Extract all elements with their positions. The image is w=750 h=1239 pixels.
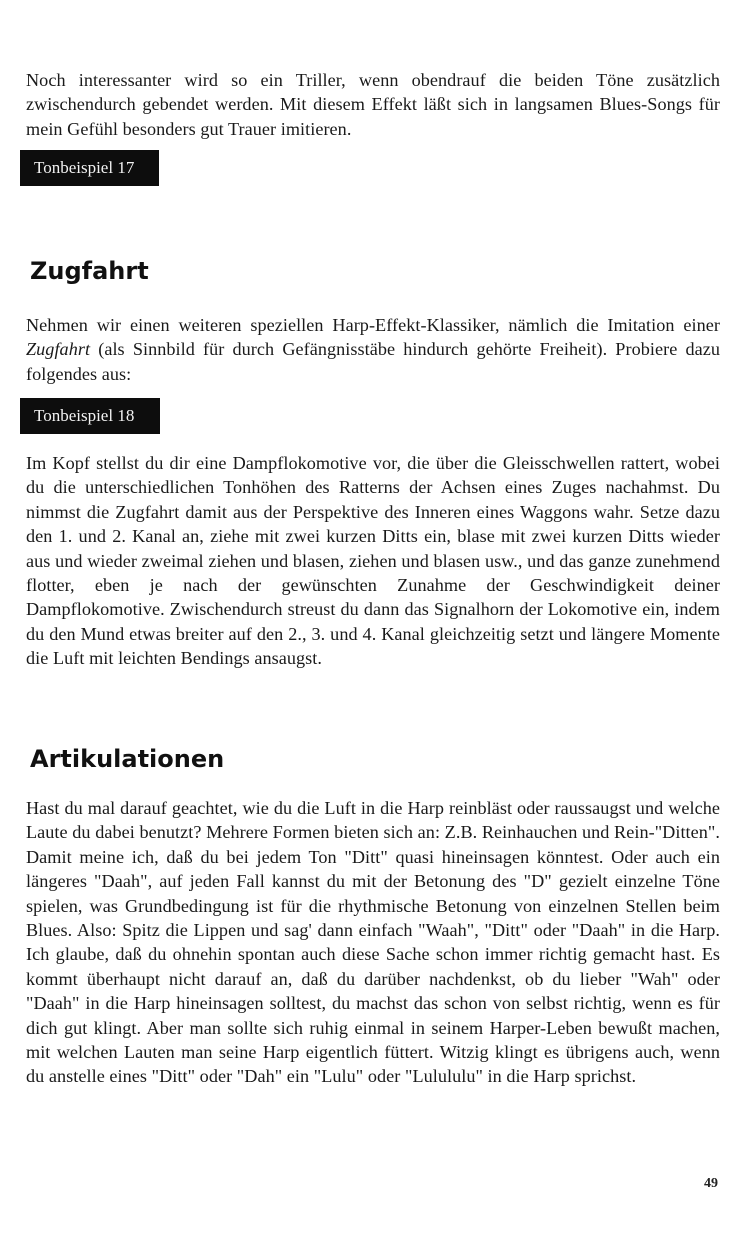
audio-example-badge-18: Tonbeispiel 18 — [20, 398, 160, 434]
audio-example-badge-17: Tonbeispiel 17 — [20, 150, 159, 186]
zugfahrt-intro-text-after: (als Sinnbild für durch Gefängnisstäbe hindurch gehörte Freiheit). Probiere dazu folgendes aus: — [26, 339, 720, 384]
paragraph-zugfahrt-intro — [26, 313, 720, 386]
paragraph-artikulationen-body: Hast du mal darauf geachtet, wie du die Luft in die Harp reinbläst oder raussaugst und welche Laute du dabei benutzt? Mehrere Formen bieten sich an: Z.B. Reinhauchen und Rein-"Ditten". Damit meine ich, daß du bei jedem Ton "Ditt" quasi hineinsagen könntest. Oder auch ein längeres "Daah", auf jeden Fall kannst du mit der Betonung des "D" gezielt einzelne Töne spielen, was Grundbedingung ist für die rhythmische Betonung von einzelnen Stellen beim Blues. Also: Spitz die Lippen und sag' dann einfach "Waah", "Ditt" oder "Daah" in die Harp. Ich glaube, daß du ohnehin spontan auch diese Sache schon immer richtig gemacht hast. Es kommt überhaupt nicht darauf an, daß du darüber nachdenkst, ob du lieber "Wah" oder "Daah" in die Harp hineinsagen solltest, du machst das schon von selbst richtig, wenn es für dich gut klingt. Aber man sollte sich ruhig einmal in seinem Harper-Leben bewußt machen, mit welchen Lauten man seine Harp eigentlich füttert. Witzig klingt es übrigens auch, wenn du anstelle eines "Ditt" oder "Dah" ein "Lulu" oder "Lulululu" in die Harp sprichst. — [26, 798, 720, 1087]
zugfahrt-intro-emphasis: Zugfahrt — [26, 339, 91, 360]
section-heading-zugfahrt: Zugfahrt — [30, 257, 149, 285]
zugfahrt-intro-text-before: Nehmen wir einen weiteren speziellen Harp-Effekt-Klassiker, nämlich die Imitation einer — [26, 315, 720, 335]
paragraph-triller: Noch interessanter wird so ein Triller, wenn obendrauf die beiden Töne zusätzlich zwischendurch gebendet werden. Mit diesem Effekt läßt sich in langsamen Blues-Songs für mein Gefühl besonders gut Trauer imitieren. — [26, 70, 720, 139]
page-number: 49 — [704, 1176, 718, 1191]
paragraph-zugfahrt-body: Im Kopf stellst du dir eine Dampflokomotive vor, die über die Gleisschwellen rattert, wobei du die unterschiedlichen Tonhöhen des Ratterns der Achsen eines Zuges nachahmst. Du nimmst die Zugfahrt damit aus der Perspektive des Inneren eines Waggons wahr. Setze dazu den 1. und 2. Kanal an, ziehe mit zwei kurzen Ditts ein, blase mit zwei kurzen Ditts wieder aus und wieder zweimal ziehen und blasen, ziehen und blasen usw., und das ganze zunehmend flotter, eben je nach der gewünschten Zunahme der Geschwindigkeit deiner Dampflokomotive. Zwischendurch streust du dann das Signalhorn der Lokomotive ein, indem du den Mund etwas breiter auf den 2., 3. und 4. Kanal gleichzeitig setzt und längere Momente die Luft mit leichten Bendings ansaugst. — [26, 453, 720, 669]
section-heading-artikulationen: Artikulationen — [30, 745, 225, 773]
